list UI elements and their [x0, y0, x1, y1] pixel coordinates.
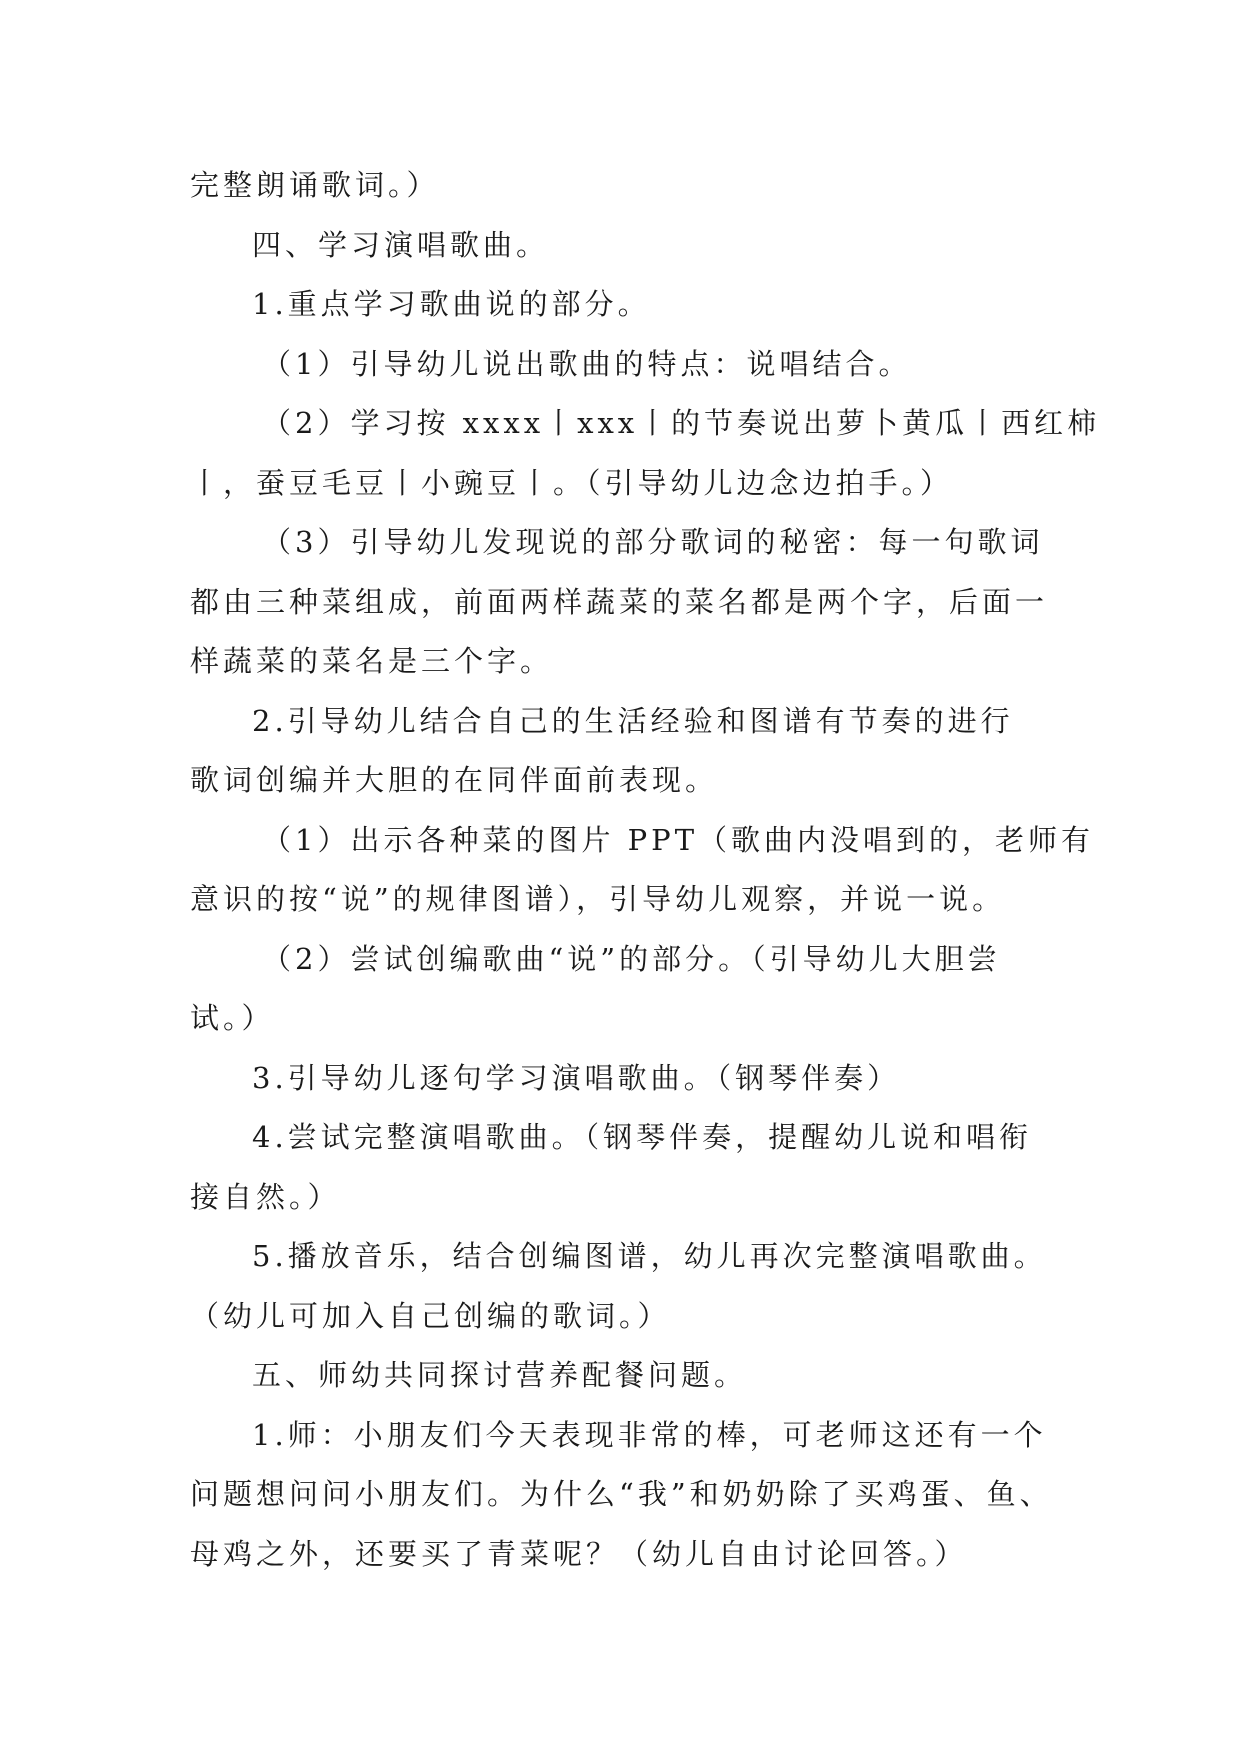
- text-line: （幼儿可加入自己创编的歌词。）: [190, 1298, 671, 1333]
- text-line: 问题想问问小朋友们。为什么“我”和奶奶除了买鸡蛋、鱼、: [190, 1477, 1053, 1511]
- text-line: （3）引导幼儿发现说的部分歌词的秘密：每一句歌词: [262, 525, 1044, 559]
- text-line: 4.尝试完整演唱歌曲。（钢琴伴奏，提醒幼儿说和唱衔: [252, 1120, 1033, 1154]
- document-body: [190, 156, 1101, 1584]
- text-line: 意识的按“说”的规律图谱），引导幼儿观察，并说一说。: [190, 882, 1006, 916]
- text-line: （1）出示各种菜的图片 PPT（歌曲内没唱到的，老师有: [262, 822, 1095, 857]
- section-heading: 五、师幼共同探讨营养配餐问题。: [252, 1358, 748, 1392]
- text-line: 样蔬菜的菜名是三个字。: [190, 644, 554, 678]
- text-line: 1.师：小朋友们今天表现非常的棒，可老师这还有一个: [252, 1417, 1047, 1452]
- text-line: 完整朗诵歌词。）: [190, 168, 440, 202]
- text-line: 1.重点学习歌曲说的部分。: [252, 287, 651, 321]
- text-line: 3.引导幼儿逐句学习演唱歌曲。（钢琴伴奏）: [252, 1060, 901, 1095]
- text-line: 2.引导幼儿结合自己的生活经验和图谱有节奏的进行: [252, 703, 1014, 738]
- text-line: （1）引导幼儿说出歌曲的特点：说唱结合。: [262, 346, 912, 381]
- text-line: 5.播放音乐，结合创编图谱，幼儿再次完整演唱歌曲。: [252, 1239, 1047, 1273]
- section-heading: 四、学习演唱歌曲。: [252, 227, 550, 262]
- text-line: 母鸡之外，还要买了青菜呢？（幼儿自由讨论回答。）: [190, 1536, 968, 1571]
- text-line: （2）尝试创编歌曲“说”的部分。（引导幼儿大胆尝: [262, 941, 1001, 976]
- text-line: 接自然。）: [190, 1179, 341, 1214]
- text-line: 歌词创编并大胆的在同伴面前表现。: [190, 763, 719, 797]
- text-line: 都由三种菜组成，前面两样蔬菜的菜名都是两个字，后面一: [190, 584, 1049, 619]
- text-line: 试。）: [190, 1001, 275, 1035]
- text-line: （2）学习按 xxxx丨xxx丨的节奏说出萝卜黄瓜丨西红柿: [262, 406, 1101, 440]
- text-line: 丨，蚕豆毛豆丨小豌豆丨。（引导幼儿边念边拍手。）: [190, 465, 954, 500]
